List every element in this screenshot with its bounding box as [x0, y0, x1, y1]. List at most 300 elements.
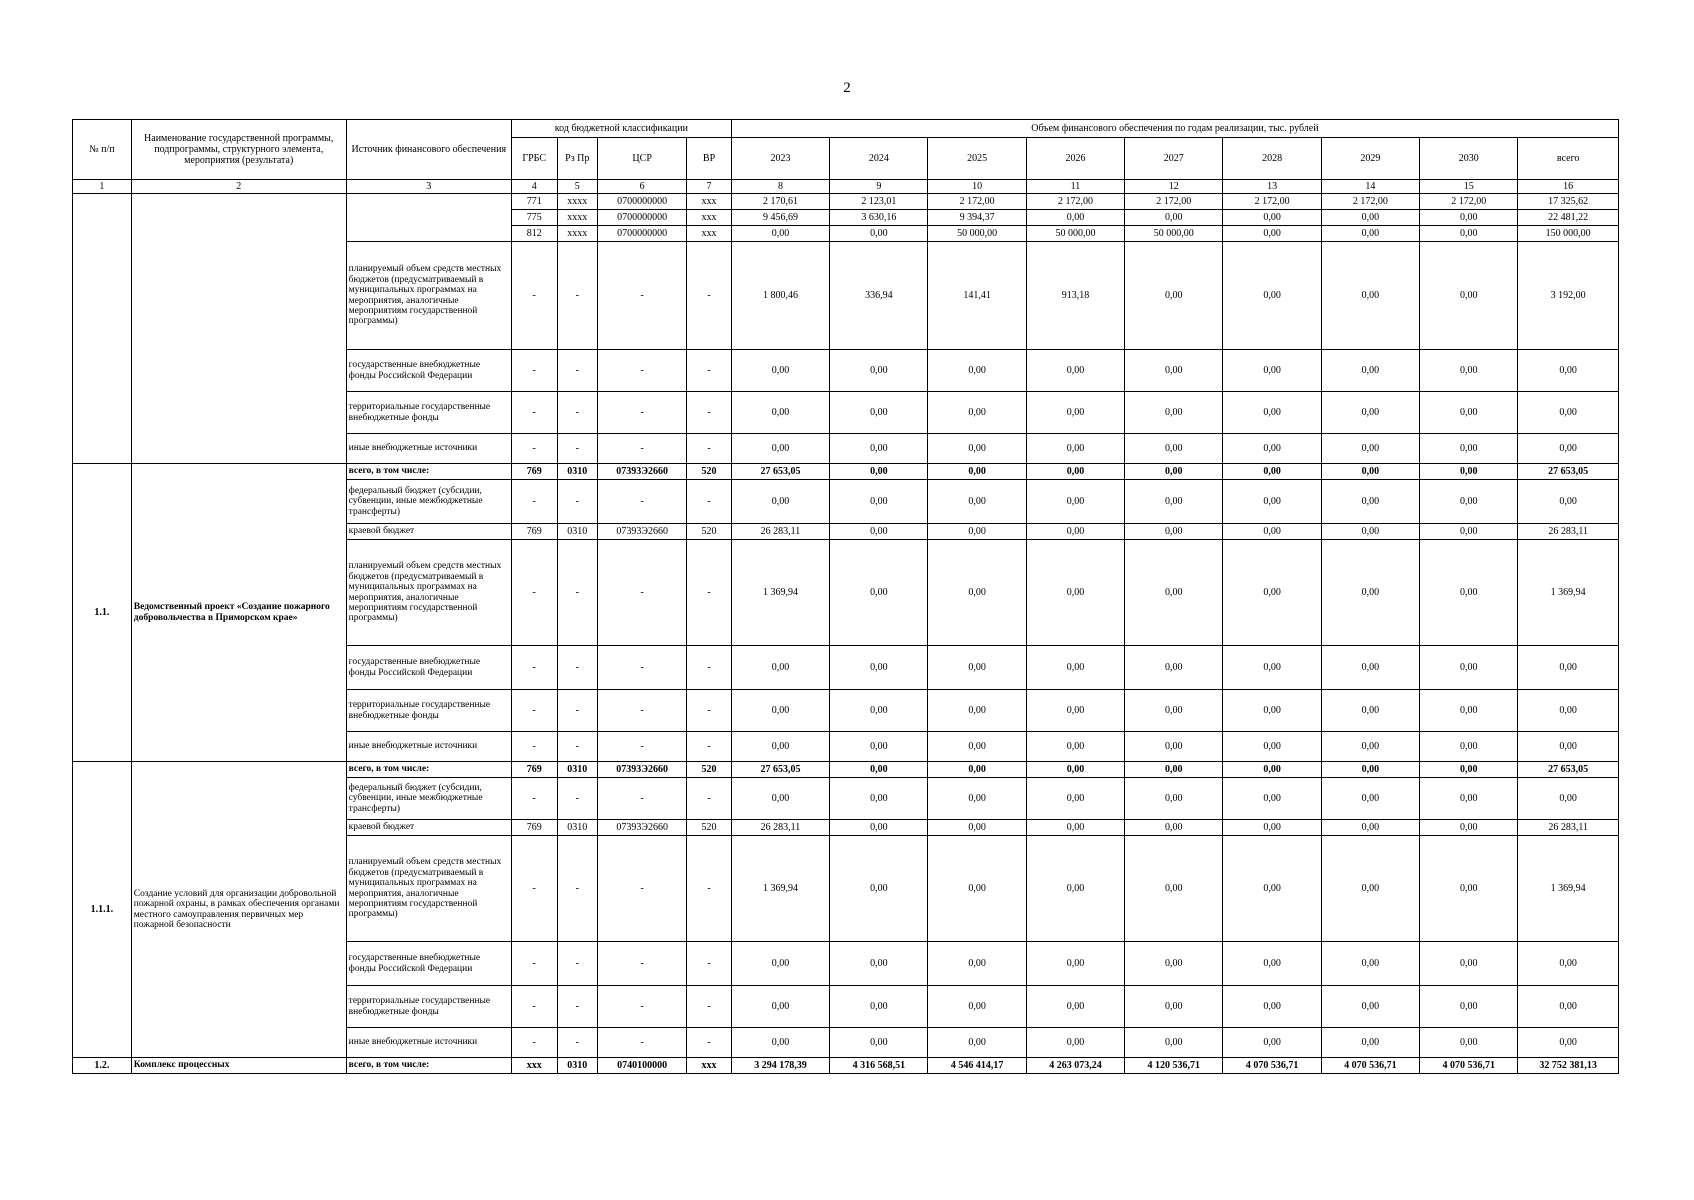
- value-cell: 0,00: [830, 226, 928, 242]
- value-cell: 32 752 381,13: [1518, 1058, 1619, 1074]
- value-cell: 0,00: [1026, 464, 1124, 480]
- value-cell: 3 294 178,39: [731, 1058, 829, 1074]
- value-cell: 0,00: [1420, 762, 1518, 778]
- value-cell: 1 369,94: [731, 540, 829, 646]
- dash-cell: -: [511, 434, 557, 464]
- value-cell: 0,00: [928, 836, 1026, 942]
- source-label: государственные внебюджетные фонды Российской Федерации: [346, 350, 511, 392]
- value-cell: 0,00: [1321, 986, 1419, 1028]
- source-label: планируемый объем средств местных бюджетов (предусматриваемый в муниципальных программах на мероприятия, аналогичные мероприятиям государственной программы): [346, 836, 511, 942]
- value-cell: 0,00: [1026, 820, 1124, 836]
- source-label: иные внебюджетные источники: [346, 434, 511, 464]
- value-cell: 0,00: [1223, 226, 1321, 242]
- csr-cell: 0700000000: [598, 210, 687, 226]
- dash-cell: -: [598, 350, 687, 392]
- value-cell: 0,00: [830, 732, 928, 762]
- dash-cell: -: [687, 350, 732, 392]
- value-cell: 0,00: [1125, 540, 1223, 646]
- header-year: 2025: [928, 138, 1026, 180]
- value-cell: 0,00: [830, 762, 928, 778]
- dash-cell: -: [511, 480, 557, 524]
- value-cell: 2 172,00: [1125, 194, 1223, 210]
- value-cell: 0,00: [1420, 350, 1518, 392]
- dash-cell: -: [598, 242, 687, 350]
- value-cell: 0,00: [1125, 986, 1223, 1028]
- csr-cell: 07393Э2660: [598, 762, 687, 778]
- column-number: 6: [598, 180, 687, 194]
- csr-cell: 07393Э2660: [598, 820, 687, 836]
- value-cell: 141,41: [928, 242, 1026, 350]
- value-cell: 0,00: [1125, 350, 1223, 392]
- column-number: 7: [687, 180, 732, 194]
- grbs-cell: 812: [511, 226, 557, 242]
- grbs-cell: 771: [511, 194, 557, 210]
- value-cell: 50 000,00: [928, 226, 1026, 242]
- value-cell: 0,00: [830, 646, 928, 690]
- value-cell: 0,00: [1026, 524, 1124, 540]
- dash-cell: -: [511, 986, 557, 1028]
- value-cell: 4 263 073,24: [1026, 1058, 1124, 1074]
- vr-cell: xxx: [687, 194, 732, 210]
- value-cell: 0,00: [830, 778, 928, 820]
- header-kbk: код бюджетной классификации: [511, 120, 731, 138]
- source-label: планируемый объем средств местных бюджетов (предусматриваемый в муниципальных программах на мероприятия, аналогичные мероприятиям государственной программы): [346, 540, 511, 646]
- value-cell: 4 070 536,71: [1321, 1058, 1419, 1074]
- rzpr-cell: xxxx: [557, 226, 598, 242]
- dash-cell: -: [557, 434, 598, 464]
- source-label: краевой бюджет: [346, 524, 511, 540]
- value-cell: 0,00: [1223, 242, 1321, 350]
- value-cell: 0,00: [1026, 1028, 1124, 1058]
- dash-cell: -: [511, 778, 557, 820]
- header-year: 2028: [1223, 138, 1321, 180]
- value-cell: 0,00: [1518, 1028, 1619, 1058]
- header-year: 2023: [731, 138, 829, 180]
- value-cell: 0,00: [731, 392, 829, 434]
- value-cell: 0,00: [928, 480, 1026, 524]
- source-label: государственные внебюджетные фонды Российской Федерации: [346, 942, 511, 986]
- dash-cell: -: [557, 540, 598, 646]
- value-cell: 0,00: [1125, 732, 1223, 762]
- value-cell: 3 192,00: [1518, 242, 1619, 350]
- value-cell: 0,00: [1420, 1028, 1518, 1058]
- vr-cell: 520: [687, 464, 732, 480]
- dash-cell: -: [598, 434, 687, 464]
- value-cell: 0,00: [1518, 392, 1619, 434]
- value-cell: 27 653,05: [1518, 762, 1619, 778]
- csr-cell: 07393Э2660: [598, 524, 687, 540]
- value-cell: 0,00: [1321, 350, 1419, 392]
- value-cell: 0,00: [928, 762, 1026, 778]
- value-cell: 0,00: [1026, 732, 1124, 762]
- dash-cell: -: [511, 836, 557, 942]
- value-cell: 0,00: [830, 1028, 928, 1058]
- value-cell: 26 283,11: [1518, 820, 1619, 836]
- value-cell: 0,00: [1420, 392, 1518, 434]
- row-number: 1.1.1.: [73, 762, 132, 1058]
- dash-cell: -: [557, 392, 598, 434]
- value-cell: 0,00: [1321, 836, 1419, 942]
- value-cell: 0,00: [1420, 732, 1518, 762]
- dash-cell: -: [557, 1028, 598, 1058]
- csr-cell: 0700000000: [598, 194, 687, 210]
- dash-cell: -: [598, 1028, 687, 1058]
- value-cell: 0,00: [1420, 226, 1518, 242]
- value-cell: 0,00: [1223, 820, 1321, 836]
- dash-cell: -: [687, 732, 732, 762]
- value-cell: 0,00: [1420, 210, 1518, 226]
- value-cell: 0,00: [1420, 464, 1518, 480]
- row-name: Ведомственный проект «Создание пожарного добровольчества в Приморском крае»: [131, 464, 346, 762]
- value-cell: 0,00: [830, 540, 928, 646]
- value-cell: 4 316 568,51: [830, 1058, 928, 1074]
- value-cell: 0,00: [1321, 646, 1419, 690]
- dash-cell: -: [511, 942, 557, 986]
- value-cell: 17 325,62: [1518, 194, 1619, 210]
- value-cell: 27 653,05: [1518, 464, 1619, 480]
- value-cell: 0,00: [1223, 732, 1321, 762]
- dash-cell: -: [511, 732, 557, 762]
- dash-cell: -: [598, 480, 687, 524]
- value-cell: 0,00: [1026, 350, 1124, 392]
- value-cell: 0,00: [1321, 540, 1419, 646]
- value-cell: 0,00: [1420, 480, 1518, 524]
- value-cell: 0,00: [928, 732, 1026, 762]
- csr-cell: 07393Э2660: [598, 464, 687, 480]
- value-cell: 2 172,00: [1223, 194, 1321, 210]
- value-cell: 0,00: [1125, 646, 1223, 690]
- csr-cell: 0740100000: [598, 1058, 687, 1074]
- value-cell: 0,00: [1420, 540, 1518, 646]
- value-cell: 0,00: [830, 942, 928, 986]
- dash-cell: -: [557, 732, 598, 762]
- value-cell: 0,00: [1420, 986, 1518, 1028]
- grbs-cell: 769: [511, 524, 557, 540]
- value-cell: 0,00: [1420, 524, 1518, 540]
- value-cell: 0,00: [1518, 942, 1619, 986]
- column-number: 14: [1321, 180, 1419, 194]
- row-name: Создание условий для организации добровольной пожарной охраны, в рамках обеспечения органами местного самоуправления первичных мер пожарной безопасности: [131, 762, 346, 1058]
- value-cell: 0,00: [1223, 836, 1321, 942]
- value-cell: 0,00: [1026, 434, 1124, 464]
- value-cell: 0,00: [1420, 942, 1518, 986]
- value-cell: 0,00: [1420, 434, 1518, 464]
- value-cell: 0,00: [1125, 464, 1223, 480]
- value-cell: 0,00: [928, 986, 1026, 1028]
- row-source-empty: [346, 194, 511, 242]
- vr-cell: 520: [687, 524, 732, 540]
- grbs-cell: 769: [511, 464, 557, 480]
- value-cell: 0,00: [731, 778, 829, 820]
- dash-cell: -: [557, 350, 598, 392]
- value-cell: 913,18: [1026, 242, 1124, 350]
- dash-cell: -: [687, 434, 732, 464]
- value-cell: 0,00: [731, 350, 829, 392]
- value-cell: 0,00: [1321, 690, 1419, 732]
- value-cell: 0,00: [1026, 836, 1124, 942]
- value-cell: 0,00: [1223, 778, 1321, 820]
- value-cell: 0,00: [928, 820, 1026, 836]
- value-cell: 0,00: [1518, 732, 1619, 762]
- value-cell: 0,00: [1223, 480, 1321, 524]
- grbs-cell: 769: [511, 820, 557, 836]
- dash-cell: -: [687, 242, 732, 350]
- value-cell: 0,00: [830, 690, 928, 732]
- value-cell: 2 172,00: [1321, 194, 1419, 210]
- grbs-cell: xxx: [511, 1058, 557, 1074]
- dash-cell: -: [687, 480, 732, 524]
- column-number: 2: [131, 180, 346, 194]
- value-cell: 0,00: [1321, 820, 1419, 836]
- value-cell: 0,00: [928, 524, 1026, 540]
- value-cell: 0,00: [1518, 434, 1619, 464]
- value-cell: 0,00: [928, 464, 1026, 480]
- value-cell: 0,00: [731, 690, 829, 732]
- dash-cell: -: [511, 350, 557, 392]
- dash-cell: -: [557, 986, 598, 1028]
- value-cell: 0,00: [1026, 762, 1124, 778]
- value-cell: 0,00: [928, 690, 1026, 732]
- dash-cell: -: [557, 836, 598, 942]
- rzpr-cell: 0310: [557, 762, 598, 778]
- source-label: федеральный бюджет (субсидии, субвенции, иные межбюджетные трансферты): [346, 480, 511, 524]
- value-cell: 0,00: [1026, 480, 1124, 524]
- column-number: 13: [1223, 180, 1321, 194]
- value-cell: 0,00: [830, 986, 928, 1028]
- value-cell: 0,00: [1518, 690, 1619, 732]
- value-cell: 26 283,11: [731, 820, 829, 836]
- value-cell: 0,00: [1026, 646, 1124, 690]
- value-cell: 0,00: [731, 732, 829, 762]
- column-number: 8: [731, 180, 829, 194]
- value-cell: 9 456,69: [731, 210, 829, 226]
- column-number: 15: [1420, 180, 1518, 194]
- rzpr-cell: xxxx: [557, 194, 598, 210]
- value-cell: 0,00: [1026, 986, 1124, 1028]
- source-label: федеральный бюджет (субсидии, субвенции, иные межбюджетные трансферты): [346, 778, 511, 820]
- header-volume: Объем финансового обеспечения по годам реализации, тыс. рублей: [731, 120, 1618, 138]
- value-cell: 0,00: [1420, 646, 1518, 690]
- value-cell: 27 653,05: [731, 762, 829, 778]
- rzpr-cell: 0310: [557, 820, 598, 836]
- grbs-cell: 769: [511, 762, 557, 778]
- header-kbk-col: Рз Пр: [557, 138, 598, 180]
- value-cell: 0,00: [1321, 210, 1419, 226]
- dash-cell: -: [687, 392, 732, 434]
- dash-cell: -: [557, 942, 598, 986]
- value-cell: 0,00: [731, 434, 829, 464]
- value-cell: 0,00: [1125, 434, 1223, 464]
- value-cell: 1 800,46: [731, 242, 829, 350]
- value-cell: 50 000,00: [1026, 226, 1124, 242]
- value-cell: 0,00: [928, 778, 1026, 820]
- value-cell: 0,00: [830, 820, 928, 836]
- value-cell: 0,00: [830, 392, 928, 434]
- value-cell: 0,00: [1223, 210, 1321, 226]
- source-label: планируемый объем средств местных бюджетов (предусматриваемый в муниципальных программах на мероприятия, аналогичные мероприятиям государственной программы): [346, 242, 511, 350]
- dash-cell: -: [598, 646, 687, 690]
- value-cell: 2 123,01: [830, 194, 928, 210]
- value-cell: 0,00: [1321, 434, 1419, 464]
- column-number: 11: [1026, 180, 1124, 194]
- rzpr-cell: 0310: [557, 1058, 598, 1074]
- value-cell: 1 369,94: [1518, 836, 1619, 942]
- value-cell: 0,00: [1518, 986, 1619, 1028]
- value-cell: 0,00: [830, 836, 928, 942]
- value-cell: 0,00: [731, 942, 829, 986]
- value-cell: 0,00: [731, 646, 829, 690]
- value-cell: 2 172,00: [1420, 194, 1518, 210]
- value-cell: 0,00: [1223, 464, 1321, 480]
- dash-cell: -: [511, 1028, 557, 1058]
- header-source: Источник финансового обеспечения: [346, 120, 511, 180]
- value-cell: 0,00: [1223, 524, 1321, 540]
- value-cell: 150 000,00: [1518, 226, 1619, 242]
- vr-cell: xxx: [687, 226, 732, 242]
- value-cell: 4 120 536,71: [1125, 1058, 1223, 1074]
- value-cell: 0,00: [1321, 1028, 1419, 1058]
- value-cell: 0,00: [731, 986, 829, 1028]
- value-cell: 0,00: [1223, 350, 1321, 392]
- dash-cell: -: [687, 986, 732, 1028]
- value-cell: 0,00: [1125, 762, 1223, 778]
- value-cell: 0,00: [1223, 646, 1321, 690]
- dash-cell: -: [511, 646, 557, 690]
- value-cell: 0,00: [1420, 820, 1518, 836]
- value-cell: 0,00: [1223, 434, 1321, 464]
- value-cell: 0,00: [928, 540, 1026, 646]
- dash-cell: -: [687, 778, 732, 820]
- source-label: краевой бюджет: [346, 820, 511, 836]
- source-label: всего, в том числе:: [346, 762, 511, 778]
- dash-cell: -: [687, 540, 732, 646]
- value-cell: 0,00: [1125, 480, 1223, 524]
- value-cell: 0,00: [1125, 820, 1223, 836]
- value-cell: 0,00: [1223, 942, 1321, 986]
- value-cell: 0,00: [1223, 1028, 1321, 1058]
- value-cell: 4 546 414,17: [928, 1058, 1026, 1074]
- value-cell: 0,00: [830, 350, 928, 392]
- source-label: иные внебюджетные источники: [346, 1028, 511, 1058]
- financing-table: [72, 119, 1619, 1074]
- source-label: иные внебюджетные источники: [346, 732, 511, 762]
- value-cell: 4 070 536,71: [1223, 1058, 1321, 1074]
- value-cell: 0,00: [1518, 778, 1619, 820]
- dash-cell: -: [598, 986, 687, 1028]
- dash-cell: -: [557, 242, 598, 350]
- header-name: Наименование государственной программы, подпрограммы, структурного элемента, мероприятия (результата): [131, 120, 346, 180]
- vr-cell: xxx: [687, 1058, 732, 1074]
- value-cell: 0,00: [1125, 690, 1223, 732]
- header-year: 2024: [830, 138, 928, 180]
- dash-cell: -: [598, 540, 687, 646]
- value-cell: 0,00: [1125, 942, 1223, 986]
- value-cell: 0,00: [1223, 762, 1321, 778]
- value-cell: 9 394,37: [928, 210, 1026, 226]
- value-cell: 0,00: [1321, 480, 1419, 524]
- value-cell: 0,00: [1518, 350, 1619, 392]
- rzpr-cell: xxxx: [557, 210, 598, 226]
- value-cell: 0,00: [1321, 392, 1419, 434]
- value-cell: 0,00: [1223, 690, 1321, 732]
- value-cell: 336,94: [830, 242, 928, 350]
- dash-cell: -: [557, 778, 598, 820]
- value-cell: 2 172,00: [1026, 194, 1124, 210]
- value-cell: 0,00: [1518, 646, 1619, 690]
- value-cell: 0,00: [1420, 778, 1518, 820]
- rzpr-cell: 0310: [557, 524, 598, 540]
- value-cell: 2 172,00: [928, 194, 1026, 210]
- header-kbk-col: ГРБС: [511, 138, 557, 180]
- dash-cell: -: [557, 690, 598, 732]
- rzpr-cell: 0310: [557, 464, 598, 480]
- dash-cell: -: [687, 942, 732, 986]
- column-number: 5: [557, 180, 598, 194]
- dash-cell: -: [598, 778, 687, 820]
- dash-cell: -: [598, 942, 687, 986]
- value-cell: 0,00: [1321, 732, 1419, 762]
- value-cell: 0,00: [1223, 540, 1321, 646]
- value-cell: 0,00: [1223, 392, 1321, 434]
- value-cell: 0,00: [928, 1028, 1026, 1058]
- value-cell: 0,00: [1420, 836, 1518, 942]
- value-cell: 50 000,00: [1125, 226, 1223, 242]
- value-cell: 3 630,16: [830, 210, 928, 226]
- value-cell: 0,00: [928, 646, 1026, 690]
- value-cell: 0,00: [1026, 942, 1124, 986]
- row-name-empty: [131, 194, 346, 464]
- value-cell: 0,00: [1321, 762, 1419, 778]
- value-cell: 0,00: [1321, 242, 1419, 350]
- value-cell: 0,00: [830, 434, 928, 464]
- dash-cell: -: [511, 392, 557, 434]
- value-cell: 1 369,94: [731, 836, 829, 942]
- dash-cell: -: [598, 836, 687, 942]
- source-label: всего, в том числе:: [346, 1058, 511, 1074]
- value-cell: 0,00: [731, 1028, 829, 1058]
- source-label: территориальные государственные внебюджетные фонды: [346, 392, 511, 434]
- value-cell: 0,00: [1321, 226, 1419, 242]
- value-cell: 0,00: [1125, 392, 1223, 434]
- column-number: 4: [511, 180, 557, 194]
- header-year: 2029: [1321, 138, 1419, 180]
- value-cell: 0,00: [928, 942, 1026, 986]
- row-name: Комплекс процессных: [131, 1058, 346, 1074]
- source-label: государственные внебюджетные фонды Российской Федерации: [346, 646, 511, 690]
- value-cell: 2 170,61: [731, 194, 829, 210]
- value-cell: 0,00: [1026, 540, 1124, 646]
- value-cell: 0,00: [1125, 210, 1223, 226]
- dash-cell: -: [687, 690, 732, 732]
- value-cell: 0,00: [928, 434, 1026, 464]
- dash-cell: -: [511, 540, 557, 646]
- page-number: 2: [843, 80, 851, 96]
- column-number: 9: [830, 180, 928, 194]
- value-cell: 0,00: [1125, 1028, 1223, 1058]
- csr-cell: 0700000000: [598, 226, 687, 242]
- vr-cell: 520: [687, 820, 732, 836]
- dash-cell: -: [557, 480, 598, 524]
- value-cell: 0,00: [731, 480, 829, 524]
- value-cell: 0,00: [1321, 464, 1419, 480]
- value-cell: 0,00: [1125, 524, 1223, 540]
- column-number: 12: [1125, 180, 1223, 194]
- value-cell: 0,00: [1420, 690, 1518, 732]
- header-kbk-col: ЦСР: [598, 138, 687, 180]
- dash-cell: -: [598, 690, 687, 732]
- value-cell: 26 283,11: [1518, 524, 1619, 540]
- source-label: территориальные государственные внебюджетные фонды: [346, 986, 511, 1028]
